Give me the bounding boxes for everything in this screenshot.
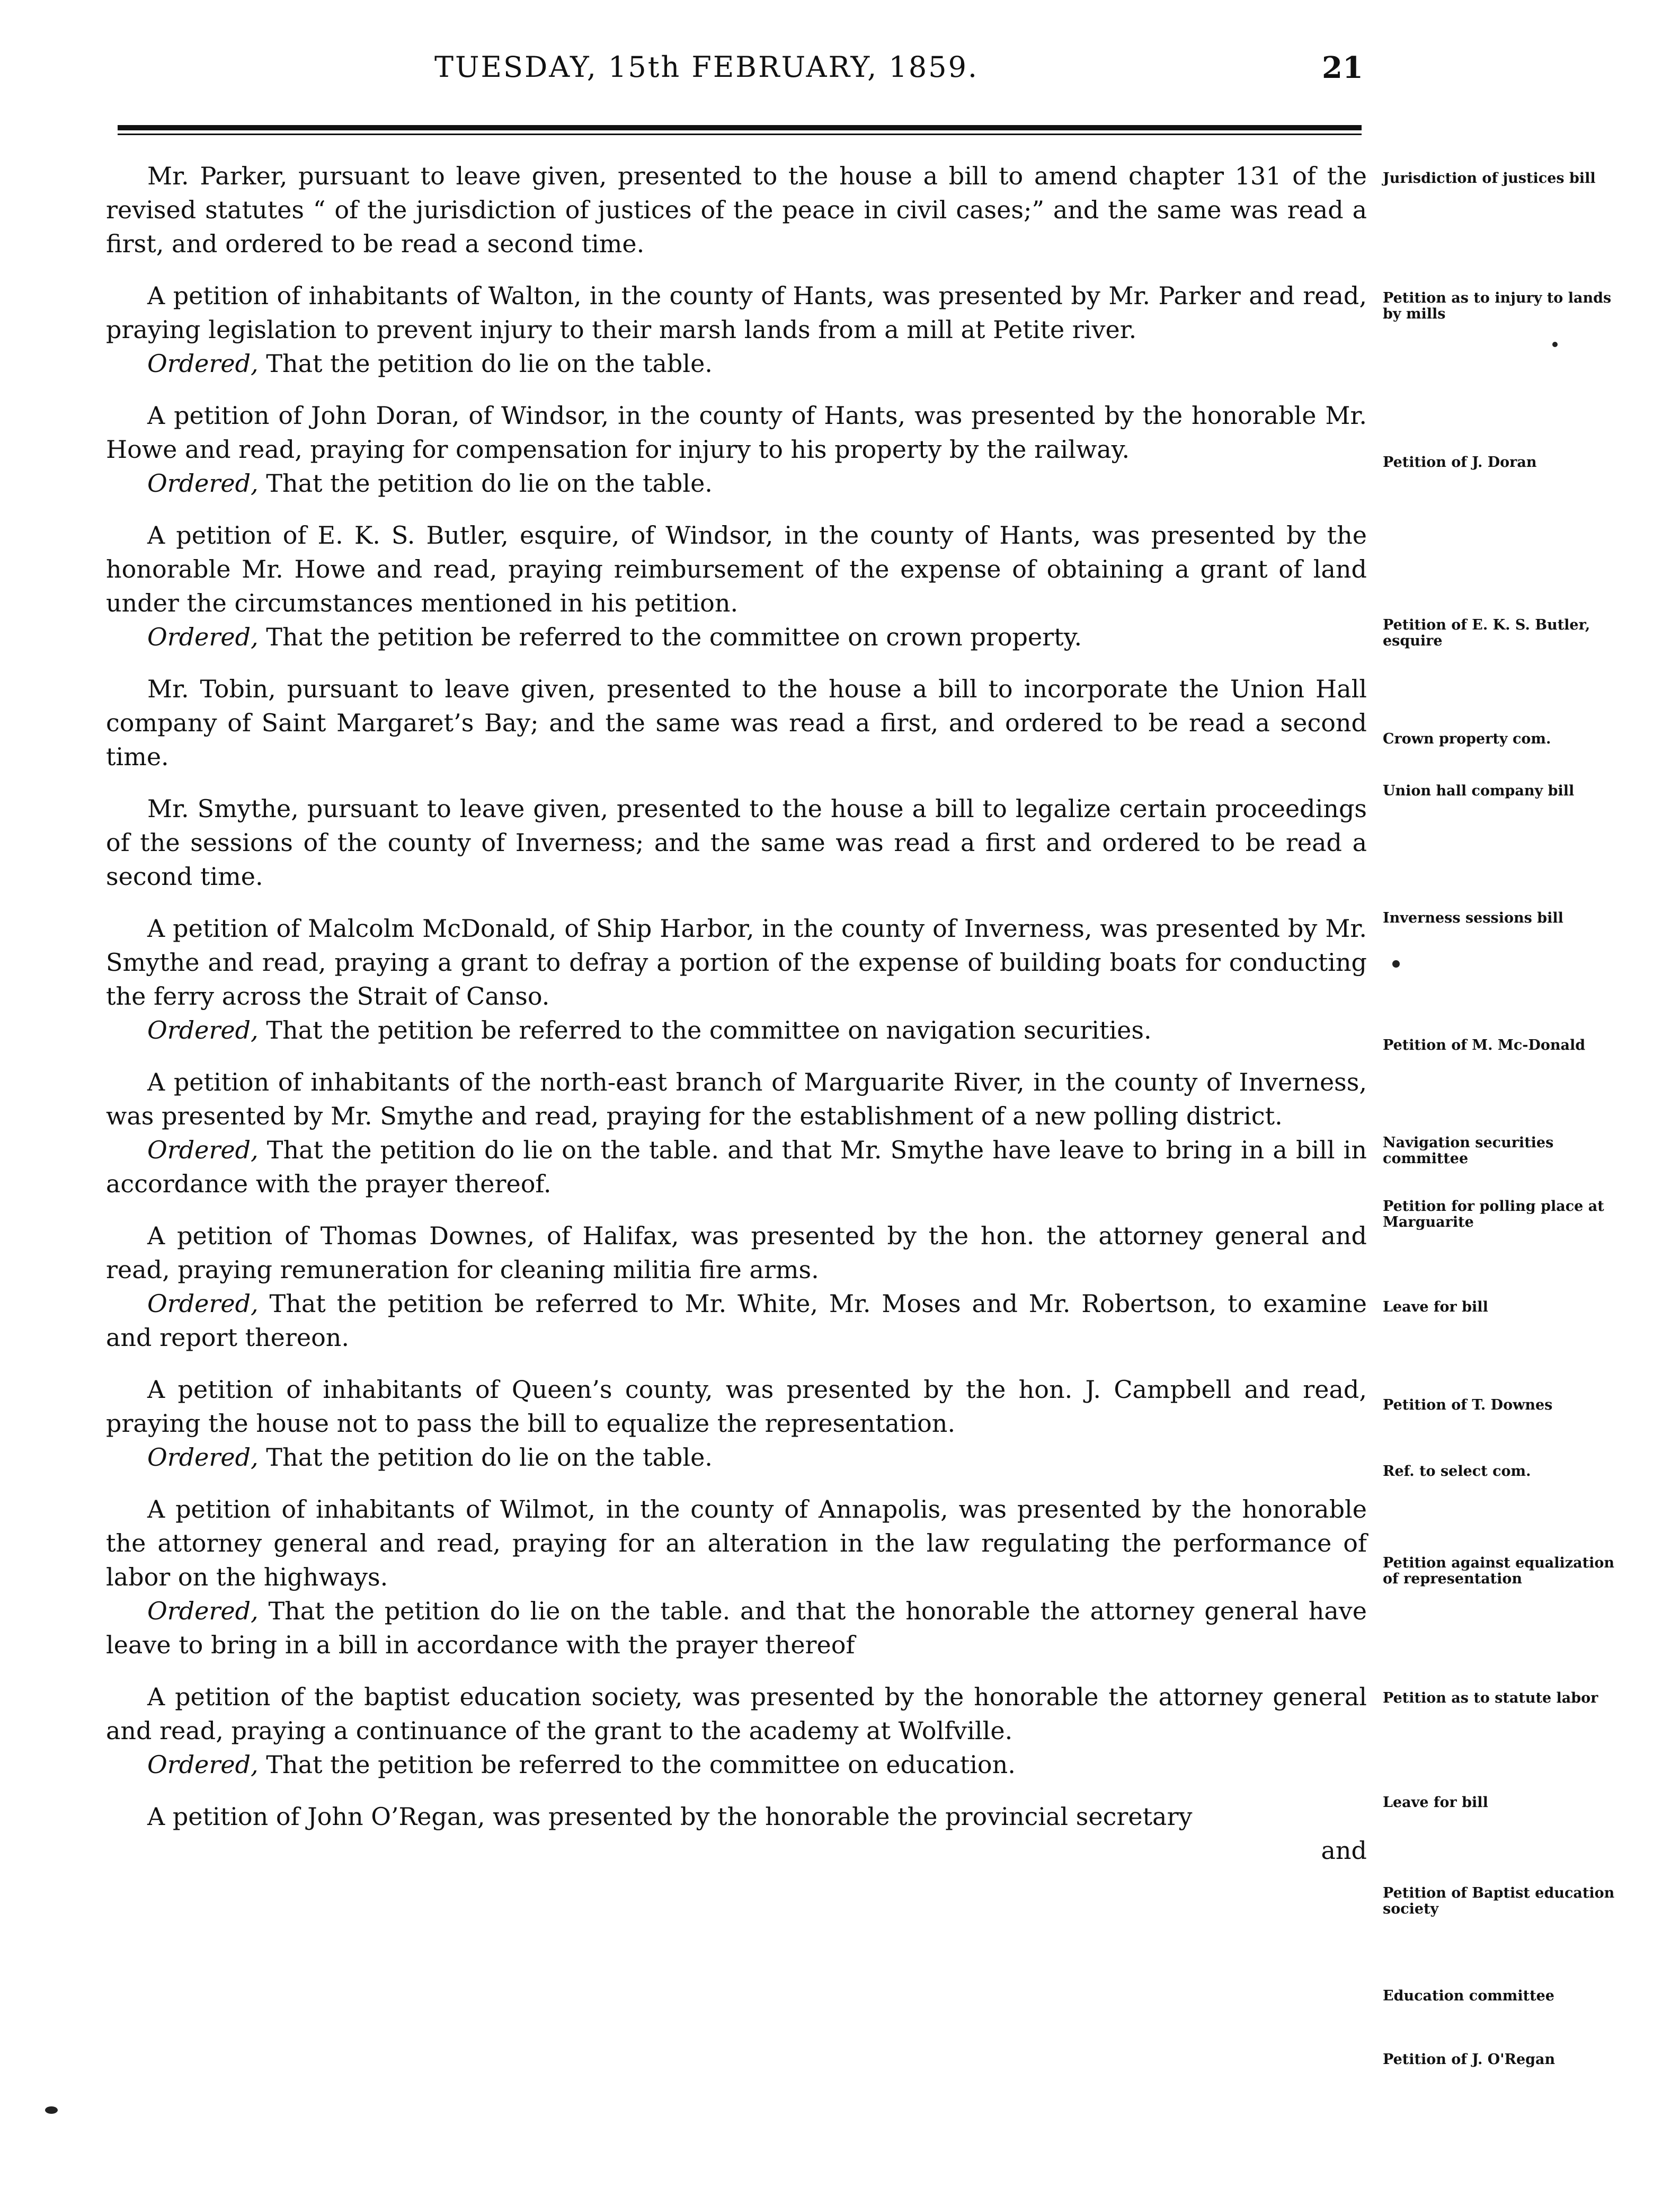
- margin-note: Inverness sessions bill: [1383, 910, 1563, 926]
- margin-note: Crown property com.: [1383, 731, 1551, 747]
- margin-note: Petition of Baptist education society: [1383, 1885, 1615, 1917]
- margin-note: Petition against equalization of representation: [1383, 1555, 1614, 1587]
- margin-note: Petition of M. Mc-Donald: [1383, 1037, 1586, 1053]
- ordered-line: Ordered, That the petition do lie on the table.: [147, 469, 713, 498]
- ink-speck: [1552, 342, 1558, 347]
- paragraph-parker-bill: Mr. Parker, pursuant to leave given, presented to the house a bill to amend chapter 131 of the revised statutes “ of the jurisdiction of justices of the peace in civil cases;” and the same was read a first, and ordered to be read a second time.: [106, 162, 1367, 258]
- ink-speck: [1392, 960, 1400, 968]
- paragraph-mcdonald-petition: A petition of Malcolm McDonald, of Ship Harbor, in the county of Inverness, was presented by Mr. Smythe and read, praying a grant to defray a portion of the expense of building boats for conducting the ferry across the Strait of Canso.: [106, 914, 1367, 1011]
- margin-note: Education committee: [1383, 1988, 1554, 2004]
- margin-note: Petition of E. K. S. Butler, esquire: [1383, 617, 1590, 649]
- ordered-line: Ordered, That the petition do lie on the table. and that Mr. Smythe have leave to bring in a bill in accordance with the prayer thereof.: [106, 1136, 1367, 1198]
- continuation-word: and: [1321, 1836, 1367, 1865]
- ordered-line: Ordered, That the petition do lie on the table. and that the honorable the attorney general have leave to bring in a bill in accordance with the prayer thereof: [106, 1597, 1367, 1659]
- margin-note: Jurisdiction of justices bill: [1383, 170, 1596, 187]
- ink-speck: [45, 2106, 58, 2114]
- margin-note: Petition of J. Doran: [1383, 454, 1537, 471]
- paragraph-walton-petition: A petition of inhabitants of Walton, in the county of Hants, was presented by Mr. Parker and read, praying legislation to prevent injury to their marsh lands from a mill at Petite river.: [106, 281, 1367, 344]
- paragraph-butler-petition: A petition of E. K. S. Butler, esquire, of Windsor, in the county of Hants, was presented by the honorable Mr. Howe and read, praying reimbursement of the expense of obtaining a grant of land under the circumstances mentioned in his petition.: [106, 521, 1367, 617]
- margin-note: Petition as to injury to lands by mills: [1383, 290, 1612, 322]
- paragraph-smythe-bill: Mr. Smythe, pursuant to leave given, presented to the house a bill to legalize certain proceedings of the sessions of the county of Inverness; and the same was read a first and ordered to be read a second time.: [106, 794, 1367, 891]
- paragraph-downes-petition: A petition of Thomas Downes, of Halifax, was presented by the hon. the attorney general and read, praying remuneration for cleaning militia fire arms.: [106, 1221, 1367, 1284]
- ordered-line: Ordered, That the petition be referred to Mr. White, Mr. Moses and Mr. Robertson, to examine and report thereon.: [106, 1289, 1367, 1352]
- ordered-line: Ordered, That the petition do lie on the table.: [147, 1443, 713, 1472]
- header-rule-thin: [118, 134, 1362, 135]
- margin-note: Union hall company bill: [1383, 783, 1575, 799]
- margin-note: Petition of J. O'Regan: [1383, 2051, 1555, 2068]
- journal-body: [106, 159, 1367, 1867]
- margin-note: Navigation securities committee: [1383, 1135, 1554, 1167]
- margin-note: Leave for bill: [1383, 1299, 1488, 1315]
- page-header: [0, 50, 1680, 103]
- page-number: 21: [1322, 50, 1363, 85]
- margin-note: Petition as to statute labor: [1383, 1690, 1598, 1706]
- paragraph-baptist-petition: A petition of the baptist education society, was presented by the honorable the attorney general and read, praying a continuance of the grant to the academy at Wolfville.: [106, 1682, 1367, 1745]
- paragraph-queens-petition: A petition of inhabitants of Queen’s county, was presented by the hon. J. Campbell and read, praying the house not to pass the bill to equalize the representation.: [106, 1375, 1367, 1438]
- header-rule: [118, 125, 1362, 130]
- paragraph-oregan-petition: A petition of John O’Regan, was presented by the honorable the provincial secretary: [147, 1802, 1193, 1831]
- margin-note: Petition of T. Downes: [1383, 1397, 1553, 1413]
- paragraph-wilmot-petition: A petition of inhabitants of Wilmot, in the county of Annapolis, was presented by the honorable the attorney general and read, praying for an alteration in the law regulating the performance of labor on the highways.: [106, 1495, 1367, 1591]
- margin-note: Leave for bill: [1383, 1794, 1488, 1811]
- margin-note: Petition for polling place at Marguarite: [1383, 1198, 1604, 1230]
- ordered-line: Ordered, That the petition be referred to the committee on crown property.: [147, 623, 1082, 651]
- page-title: TUESDAY, 15th FEBRUARY, 1859.: [434, 50, 979, 84]
- paragraph-marguarite-petition: A petition of inhabitants of the north-east branch of Marguarite River, in the county of Inverness, was presented by Mr. Smythe and read, praying for the establishment of a new polling district.: [106, 1068, 1367, 1130]
- ordered-line: Ordered, That the petition be referred to the committee on education.: [147, 1750, 1016, 1779]
- paragraph-doran-petition: A petition of John Doran, of Windsor, in the county of Hants, was presented by the honorable Mr. Howe and read, praying for compensation for injury to his property by the railway.: [106, 401, 1367, 464]
- paragraph-tobin-bill: Mr. Tobin, pursuant to leave given, presented to the house a bill to incorporate the Union Hall company of Saint Margaret’s Bay; and the same was read a first, and ordered to be read a second time.: [106, 675, 1367, 771]
- ordered-line: Ordered, That the petition be referred to the committee on navigation securities.: [147, 1016, 1152, 1044]
- ordered-line: Ordered, That the petition do lie on the table.: [147, 349, 713, 378]
- margin-note: Ref. to select com.: [1383, 1463, 1531, 1480]
